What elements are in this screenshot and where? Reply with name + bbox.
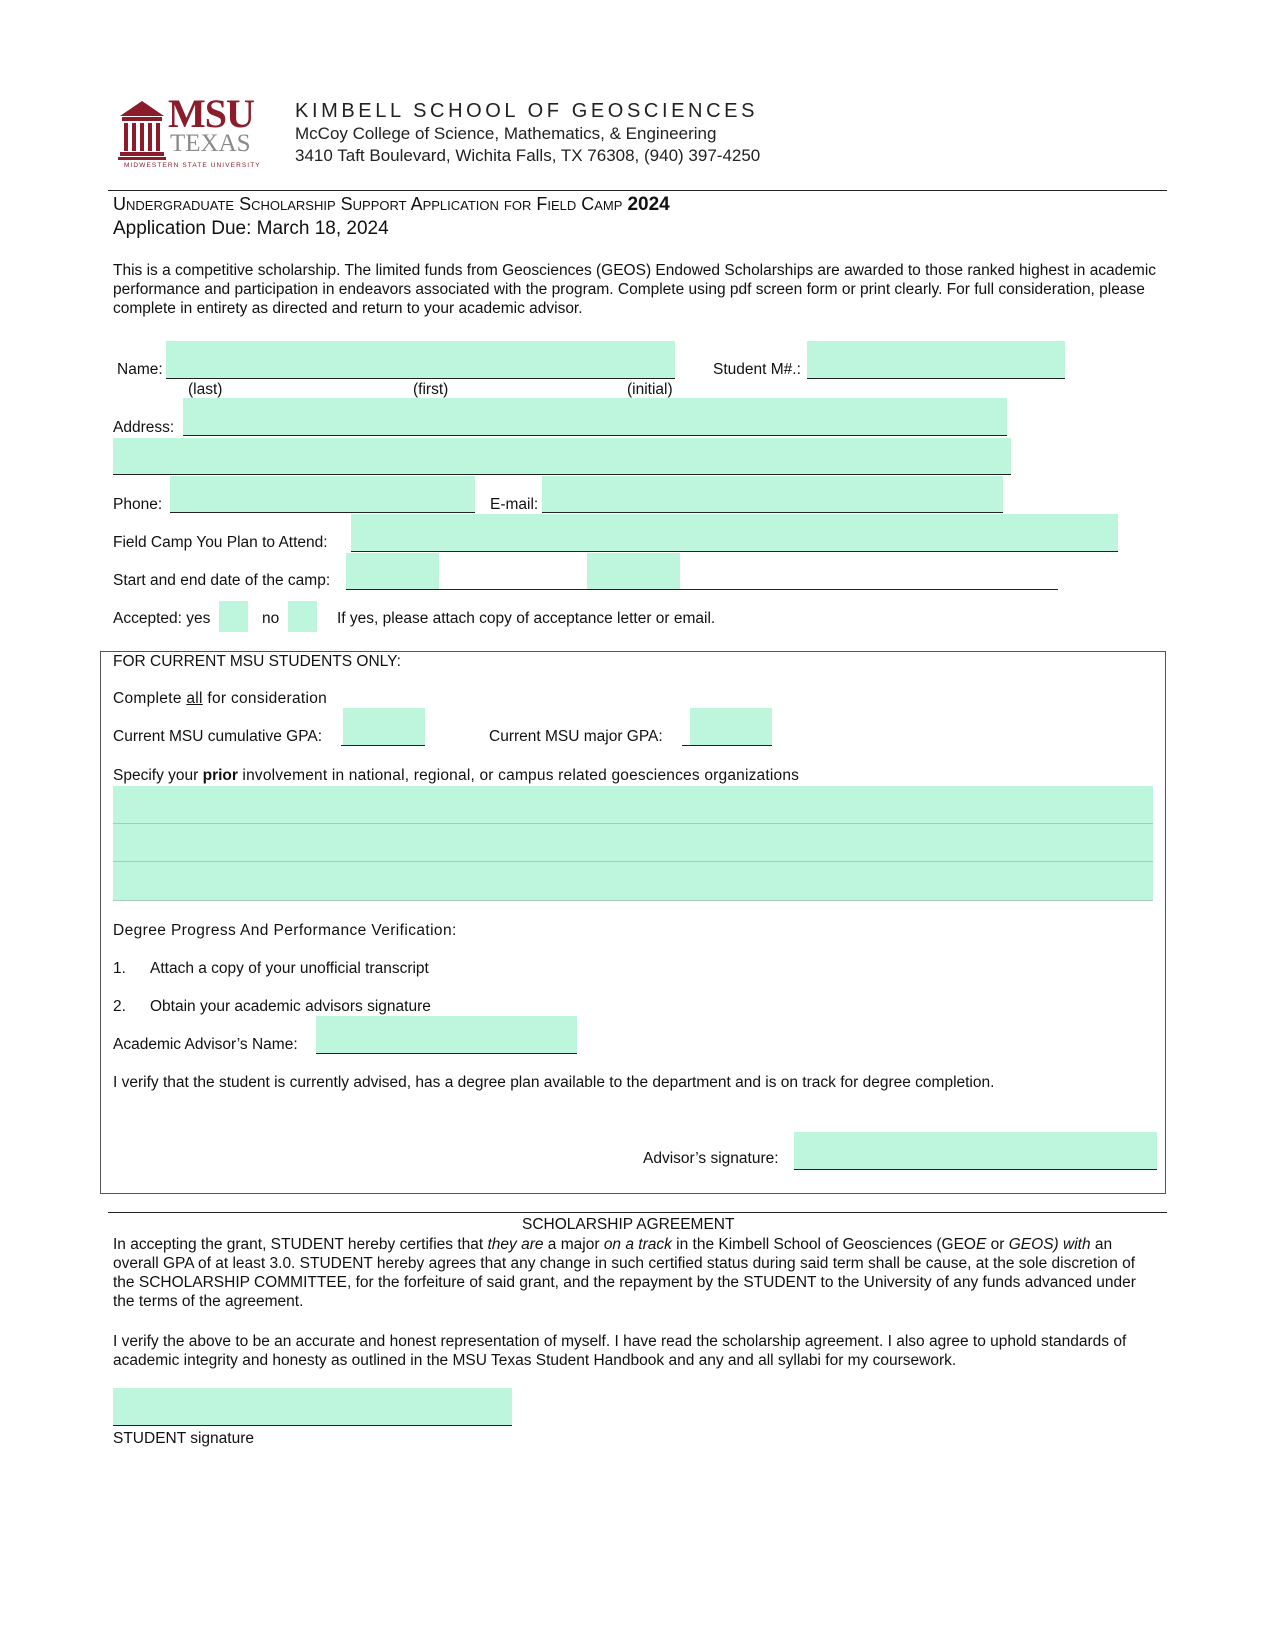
name-first-hint: (first) [413, 381, 449, 398]
name-field[interactable] [166, 341, 675, 379]
involvement-line-1 [113, 823, 1153, 824]
agreement-text-k: an overall GPA of at least 3.0. STUDENT hereby agrees that any change in such certified status during said term shall be cause, at the sole discretion of the SCHOLARSHIP COMMITTEE, for the forfeiture of said grant, and the repayment by the STUDENT to the University of any funds advanced under the terms of the agreement. [113, 1236, 1136, 1310]
advisor-name-label: Academic Advisor’s Name: [113, 1036, 298, 1053]
intro-paragraph: This is a competitive scholarship. The limited funds from Geosciences (GEOS) Endowed Scholarships are awarded to those ranked highest in academic performance and participation in endeavors associated with the program. Complete using pdf screen form or print clearly. For full consideration, please complete in entirety as directed and return to your academic advisor. [113, 262, 1157, 317]
item-1-text: Attach a copy of your unofficial transcript [150, 960, 429, 977]
agreement-text-b: they are [487, 1236, 544, 1253]
involvement-line-2 [113, 861, 1153, 862]
email-underline [542, 512, 1003, 513]
phone-label: Phone: [113, 496, 163, 513]
school-address: 3410 Taft Boulevard, Wichita Falls, TX 76308, (940) 397-4250 [295, 146, 761, 165]
header-divider [108, 190, 1167, 191]
prior-pre: Specify your [113, 767, 203, 784]
item-2-number: 2. [113, 998, 126, 1015]
phone-underline [170, 512, 475, 513]
agreement-divider [108, 1212, 1167, 1213]
college-name: McCoy College of Science, Mathematics, & Engineering [295, 124, 717, 143]
major-gpa-label: Current MSU major GPA: [489, 728, 663, 745]
address-underline-1 [183, 435, 1007, 436]
student-id-field[interactable] [807, 341, 1065, 379]
cumulative-gpa-field[interactable] [343, 708, 425, 746]
agreement-text-d: on a track [603, 1236, 672, 1253]
camp-end-date-field[interactable] [587, 553, 680, 589]
field-camp-label: Field Camp You Plan to Attend: [113, 534, 328, 551]
advisor-verify-statement: I verify that the student is currently advised, has a degree plan available to the department and is on track for degree completion. [113, 1074, 995, 1091]
degree-progress-heading: Degree Progress And Performance Verification: [113, 922, 457, 939]
complete-all-note [113, 690, 327, 708]
agreement-heading: SCHOLARSHIP AGREEMENT [522, 1216, 735, 1233]
prior-post: involvement in national, regional, or campus related goesciences organizations [237, 767, 800, 784]
student-signature-label: STUDENT signature [113, 1430, 254, 1447]
email-field[interactable] [542, 476, 1003, 513]
advisor-name-underline [316, 1053, 577, 1054]
address-field-line2[interactable] [113, 438, 1011, 475]
prior-involvement-field[interactable] [113, 786, 1153, 901]
logo-msu-text: MSU [168, 91, 254, 136]
phone-field[interactable] [170, 476, 475, 513]
accepted-note: If yes, please attach copy of acceptance letter or email. [337, 610, 716, 627]
advisor-signature-label: Advisor’s signature: [643, 1150, 779, 1167]
prior-emphasis: prior [202, 767, 238, 784]
application-due: Application Due: March 18, 2024 [113, 218, 389, 239]
honesty-statement: I verify the above to be an accurate and honest representation of myself. I have read the scholarship agreement. I also agree to uphold standards of academic integrity and honesty as outlined in the MSU Texas Student Handbook and any and all syllabi for my coursework. [113, 1333, 1127, 1369]
name-label: Name: [117, 361, 163, 378]
major-gpa-field[interactable] [690, 708, 772, 746]
item-2-text: Obtain your academic advisors signature [150, 998, 431, 1015]
student-id-underline [807, 378, 1065, 379]
agreement-text-j: with [1063, 1236, 1091, 1253]
field-camp-underline [351, 551, 1118, 552]
advisor-signature-underline [794, 1169, 1157, 1170]
agreement-text-g: or [986, 1236, 1009, 1253]
school-name: KIMBELL SCHOOL OF GEOSCIENCES [295, 100, 759, 122]
agreement-text-h: GEOS) [1008, 1236, 1059, 1253]
involvement-line-3 [113, 900, 1153, 901]
complete-all-pre: Complete [113, 690, 187, 707]
student-signature-field[interactable] [113, 1388, 512, 1426]
advisor-signature-field[interactable] [794, 1132, 1157, 1170]
item-1-number: 1. [113, 960, 126, 977]
agreement-text-e: in the Kimbell School of Geosciences (GEO [671, 1236, 976, 1253]
accepted-no-checkbox[interactable] [288, 601, 317, 632]
field-camp-field[interactable] [351, 514, 1118, 552]
msu-texas-logo [116, 91, 268, 170]
agreement-text-a: In accepting the grant, STUDENT hereby certifies that [113, 1236, 488, 1253]
major-gpa-underline [682, 745, 772, 746]
camp-dates-label: Start and end date of the camp: [113, 572, 331, 589]
agreement-paragraph [113, 1235, 1158, 1311]
accepted-yes-label: Accepted: yes [113, 610, 211, 627]
logo-texas-text: TEXAS [170, 130, 251, 157]
cumulative-gpa-underline [341, 745, 425, 746]
camp-start-date-field[interactable] [346, 553, 439, 589]
cumulative-gpa-label: Current MSU cumulative GPA: [113, 728, 323, 745]
name-underline [166, 378, 675, 379]
name-initial-hint: (initial) [627, 381, 673, 398]
camp-dates-underline [346, 589, 1058, 590]
agreement-text-c: a major [543, 1236, 604, 1253]
address-field-line1[interactable] [183, 398, 1007, 436]
student-signature-underline [113, 1425, 512, 1426]
name-last-hint: (last) [188, 381, 223, 398]
accepted-yes-checkbox[interactable] [219, 601, 248, 632]
form-title-text: Undergraduate Scholarship Support Application for Field Camp [113, 194, 623, 214]
building-icon [116, 98, 168, 162]
complete-all-emphasis: all [186, 690, 203, 707]
address-label: Address: [113, 419, 175, 436]
prior-involvement-prompt [113, 767, 799, 785]
form-title [113, 194, 670, 216]
complete-all-post: for consideration [202, 690, 328, 707]
agreement-text-f: E [976, 1236, 987, 1253]
logo-subtitle: MIDWESTERN STATE UNIVERSITY [124, 162, 261, 169]
email-label: E-mail: [490, 496, 539, 513]
advisor-name-field[interactable] [316, 1016, 577, 1054]
student-id-label: Student M#.: [713, 361, 801, 378]
address-underline-2 [113, 474, 1011, 475]
form-title-year: 2024 [627, 194, 670, 215]
accepted-no-label: no [262, 610, 280, 627]
msu-section-heading: FOR CURRENT MSU STUDENTS ONLY: [113, 653, 401, 670]
